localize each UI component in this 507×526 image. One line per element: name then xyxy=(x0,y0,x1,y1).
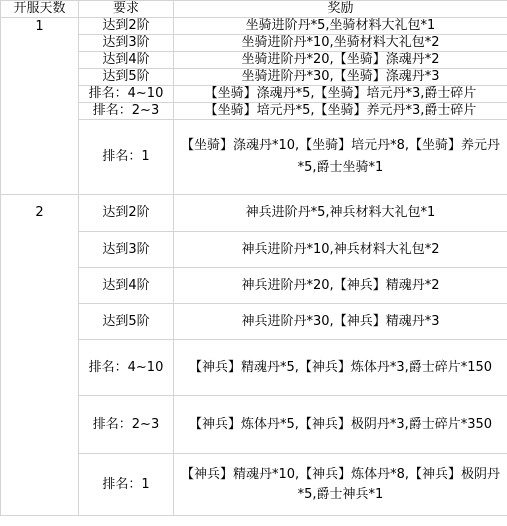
requirement-cell: 排名：1 xyxy=(79,454,174,516)
header-days: 开服天数 xyxy=(1,1,79,18)
reward-cell: 神兵进阶丹*10,神兵材料大礼包*2 xyxy=(174,232,507,268)
reward-cell: 坐骑进阶丹*20,【坐骑】涤魂丹*2 xyxy=(174,52,507,69)
header-row xyxy=(1,1,507,18)
day-cell: 1 xyxy=(1,18,79,195)
header-requirement: 要求 xyxy=(79,1,174,18)
requirement-cell: 达到3阶 xyxy=(79,232,174,268)
requirement-cell: 达到5阶 xyxy=(79,304,174,340)
requirement-cell: 排名：4~10 xyxy=(79,340,174,396)
requirement-cell: 达到5阶 xyxy=(79,69,174,86)
header-reward: 奖励 xyxy=(174,1,507,18)
requirement-cell: 达到2阶 xyxy=(79,18,174,35)
reward-cell: 【坐骑】涤魂丹*5,【坐骑】培元丹*3,爵士碎片 xyxy=(174,86,507,103)
requirement-cell: 排名：2~3 xyxy=(79,396,174,454)
requirement-cell: 达到4阶 xyxy=(79,52,174,69)
reward-cell: 坐骑进阶丹*5,坐骑材料大礼包*1 xyxy=(174,18,507,35)
table-row xyxy=(1,18,507,35)
requirement-cell: 排名：4~10 xyxy=(79,86,174,103)
requirement-cell: 达到2阶 xyxy=(79,195,174,232)
reward-cell: 【神兵】精魂丹*10,【神兵】炼体丹*8,【神兵】极阴丹*5,爵士神兵*1 xyxy=(174,454,507,516)
reward-cell: 神兵进阶丹*30,【神兵】精魂丹*3 xyxy=(174,304,507,340)
reward-cell: 神兵进阶丹*20,【神兵】精魂丹*2 xyxy=(174,268,507,304)
requirement-cell: 排名：2~3 xyxy=(79,103,174,120)
day-cell: 2 xyxy=(1,195,79,516)
requirement-cell: 排名：1 xyxy=(79,120,174,195)
reward-cell: 坐骑进阶丹*10,坐骑材料大礼包*2 xyxy=(174,35,507,52)
table-row xyxy=(1,195,507,232)
reward-cell: 【神兵】精魂丹*5,【神兵】炼体丹*3,爵士碎片*150 xyxy=(174,340,507,396)
requirement-cell: 达到3阶 xyxy=(79,35,174,52)
reward-cell: 坐骑进阶丹*30,【坐骑】涤魂丹*3 xyxy=(174,69,507,86)
reward-cell: 【神兵】炼体丹*5,【神兵】极阴丹*3,爵士碎片*350 xyxy=(174,396,507,454)
reward-cell: 【坐骑】培元丹*5,【坐骑】养元丹*3,爵士碎片 xyxy=(174,103,507,120)
requirement-cell: 达到4阶 xyxy=(79,268,174,304)
reward-cell: 【坐骑】涤魂丹*10,【坐骑】培元丹*8,【坐骑】养元丹*5,爵士坐骑*1 xyxy=(174,120,507,195)
reward-cell: 神兵进阶丹*5,神兵材料大礼包*1 xyxy=(174,195,507,232)
